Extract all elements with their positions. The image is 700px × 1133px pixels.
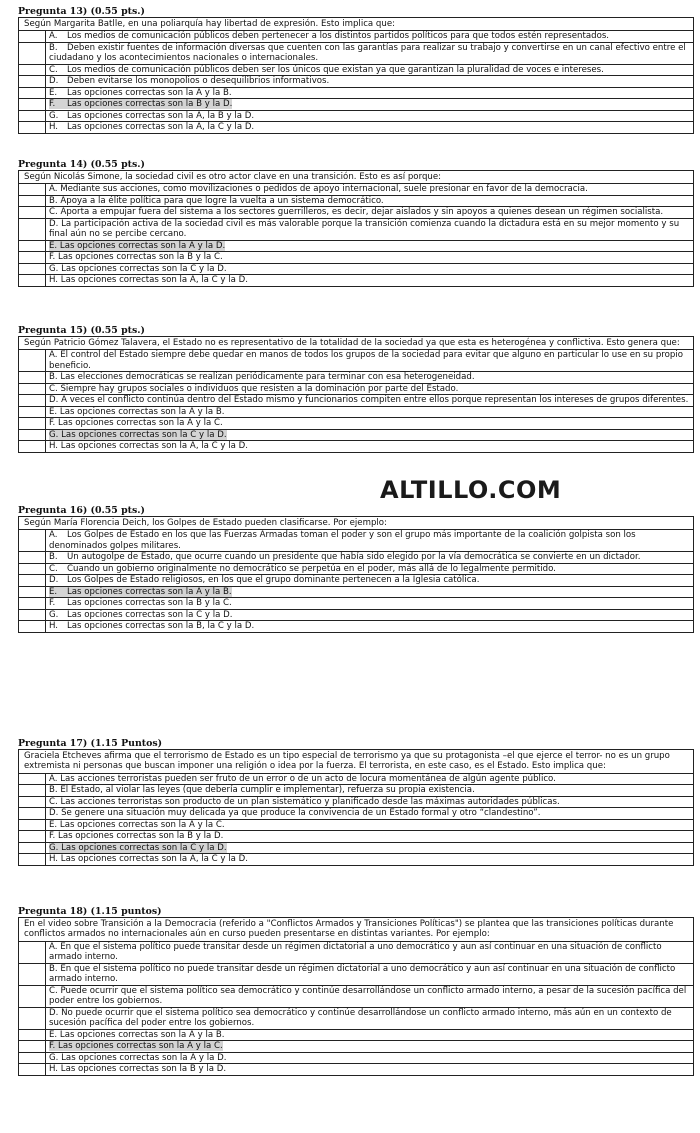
option-a xyxy=(19,31,693,41)
option-a xyxy=(19,184,693,194)
option-letter: D. xyxy=(49,76,59,87)
question-14 xyxy=(18,159,694,287)
option-f xyxy=(19,1040,693,1051)
highlighted-answer xyxy=(49,241,225,251)
highlighted-answer xyxy=(49,99,232,109)
option-e xyxy=(19,87,693,98)
option-e xyxy=(19,819,693,830)
options-list xyxy=(19,942,693,1075)
option-f xyxy=(19,417,693,428)
option-a xyxy=(19,774,693,784)
option-g xyxy=(19,263,693,274)
option-letter: D. xyxy=(49,395,59,406)
option-letter: C. xyxy=(49,64,58,75)
question-stem: Según Nicolás Simone, la sociedad civil es otro actor clave en una transición. Esto es así porque: xyxy=(19,171,693,184)
option-e xyxy=(19,586,693,597)
option-letter: F. xyxy=(49,252,56,263)
option-a xyxy=(19,350,693,371)
option-a xyxy=(19,530,693,551)
option-letter: E. xyxy=(49,586,58,597)
option-text: No puede ocurrir que el sistema político sea democrático y continúe desarrollándose un conflicto armado interno, más aún en un contexto de sucesión pacífica del poder entre los gobiernos. xyxy=(49,1007,672,1029)
option-text: Las opciones correctas son la A y la B. xyxy=(67,586,232,597)
question-title: Pregunta 16) (0.55 pts.) xyxy=(18,505,145,516)
option-d xyxy=(19,218,693,240)
option-h xyxy=(19,121,693,132)
option-text: Las opciones correctas son la B y la D. xyxy=(60,1064,227,1075)
option-letter: F. xyxy=(49,418,56,429)
option-e xyxy=(19,240,693,251)
option-letter: H. xyxy=(49,441,59,452)
option-letter: E. xyxy=(49,819,58,830)
option-letter: G. xyxy=(49,429,59,440)
question-title: Pregunta 15) (0.55 pts.) xyxy=(18,325,145,336)
option-b xyxy=(19,551,693,562)
question-stem: Según Margarita Batlle, en una poliarquía hay libertad de expresión. Esto implica que: xyxy=(19,18,693,31)
option-letter: E. xyxy=(49,406,58,417)
option-d xyxy=(19,574,693,585)
option-text: Las opciones correctas son la A y la C. xyxy=(58,418,223,429)
option-letter: A. xyxy=(49,184,58,195)
question-16 xyxy=(18,505,694,633)
option-text: El control del Estado siempre debe quedar en manos de todos los grupos de la sociedad para evitar que alguno en particular lo use en su propio beneficio. xyxy=(49,350,683,371)
options-list xyxy=(19,350,693,451)
option-text: Las opciones correctas son la A, la C y la D. xyxy=(67,122,255,133)
option-letter: H. xyxy=(49,621,59,632)
option-letter: A. xyxy=(49,941,58,952)
option-letter: C. xyxy=(49,383,58,394)
option-text: Las opciones correctas son la A, la C y la D. xyxy=(60,854,248,865)
option-b xyxy=(19,784,693,795)
option-text: Las elecciones democráticas se realizan periódicamente para terminar con esa heterogeneidad. xyxy=(60,372,475,383)
option-text: Las opciones correctas son la A, la C y la D. xyxy=(60,441,248,452)
option-h xyxy=(19,620,693,631)
option-letter: D. xyxy=(49,1007,59,1018)
option-text: Las opciones correctas son la C y la D. xyxy=(67,609,233,620)
option-text: Las opciones correctas son la C y la D. xyxy=(61,842,227,853)
option-f xyxy=(19,98,693,109)
option-h xyxy=(19,274,693,285)
question-title: Pregunta 13) (0.55 pts.) xyxy=(18,6,145,17)
option-letter: E. xyxy=(49,87,58,98)
option-letter: B. xyxy=(49,195,58,206)
option-c xyxy=(19,563,693,574)
option-d xyxy=(19,807,693,818)
option-text: Los Golpes de Estado religiosos, en los que el grupo dominante pertenecen a la Iglesia católica. xyxy=(67,575,480,586)
options-list xyxy=(19,184,693,285)
option-letter: G. xyxy=(49,110,59,121)
option-letter: A. xyxy=(49,530,58,541)
option-d xyxy=(19,394,693,405)
option-text: Las opciones correctas son la B y la C. xyxy=(58,252,223,263)
question-box xyxy=(18,336,694,453)
option-c xyxy=(19,985,693,1007)
option-g xyxy=(19,110,693,121)
question-title: Pregunta 14) (0.55 pts.) xyxy=(18,159,145,170)
option-letter: F. xyxy=(49,598,56,609)
option-text: Las opciones correctas son la C y la D. xyxy=(61,429,227,440)
option-text: Las opciones correctas son la A y la D. xyxy=(61,1052,227,1063)
option-text: Los medios de comunicación públicos deben pertenecer a los distintos partidos políticos para que todos estén representados. xyxy=(67,31,610,42)
option-letter: A. xyxy=(49,31,58,42)
option-text: Las acciones terroristas pueden ser fruto de un error o de un acto de locura momentánea de algún agente público. xyxy=(60,773,556,784)
option-text: Las opciones correctas son la A y la C. xyxy=(59,819,225,830)
option-f xyxy=(19,830,693,841)
options-list xyxy=(19,774,693,865)
question-stem: En el video sobre Transición a la Democracia (referido a "Conflictos Armados y Transiciones Políticas") se plantea que las transiciones políticas durante conflictos armados no internacionales aún en curso pueden presentarse en distintas variantes. Por ejemplo: xyxy=(19,918,693,942)
question-box xyxy=(18,749,694,866)
highlighted-answer xyxy=(49,587,232,597)
option-letter: G. xyxy=(49,842,59,853)
option-letter: F. xyxy=(49,831,56,842)
option-text: Las opciones correctas son la A y la B. xyxy=(67,87,232,98)
option-text: Las opciones correctas son la B y la D. xyxy=(67,99,233,110)
option-letter: C. xyxy=(49,563,58,574)
option-text: Siempre hay grupos sociales o individuos que resisten a la dominación por parte del Estado. xyxy=(60,383,459,394)
option-e xyxy=(19,406,693,417)
option-text: Las opciones correctas son la A, la B y la D. xyxy=(67,110,255,121)
option-d xyxy=(19,1007,693,1029)
question-17 xyxy=(18,738,694,866)
option-f xyxy=(19,251,693,262)
option-text: Las acciones terroristas son producto de un plan sistemático y planificado desde las máximas autoridades públicas. xyxy=(60,796,560,807)
option-c xyxy=(19,383,693,394)
option-letter: B. xyxy=(49,372,58,383)
option-text: Las opciones correctas son la C y la D. xyxy=(61,263,227,274)
option-text: Las opciones correctas son la A y la D. xyxy=(59,240,226,251)
option-c xyxy=(19,796,693,807)
option-letter: F. xyxy=(49,1041,56,1052)
option-letter: H. xyxy=(49,122,59,133)
option-letter: E. xyxy=(49,1029,58,1040)
question-stem: Según María Florencia Deich, los Golpes de Estado pueden clasificarse. Por ejemplo: xyxy=(19,517,693,530)
highlighted-answer xyxy=(49,430,227,440)
option-letter: G. xyxy=(49,263,59,274)
option-h xyxy=(19,853,693,864)
option-text: Mediante sus acciones, como movilizaciones o pedidos de apoyo internacional, suele presionar en favor de la democracia. xyxy=(60,184,588,195)
question-title: Pregunta 18) (1.15 puntos) xyxy=(18,906,162,917)
option-letter: B. xyxy=(49,785,58,796)
options-list xyxy=(19,31,693,132)
question-title: Pregunta 17) (1.15 Puntos) xyxy=(18,738,163,749)
option-letter: C. xyxy=(49,207,58,218)
option-e xyxy=(19,1029,693,1040)
option-text: Deben existir fuentes de información diversas que cuenten con las garantías para realizar su trabajo y convertirse en un canal efectivo entre el ciudadano y los acontecimientos nacionales o internacionales. xyxy=(49,42,686,64)
question-box xyxy=(18,17,694,134)
highlighted-answer xyxy=(49,843,227,853)
option-text: Apoya a la élite política para que logre la vuelta a un sistema democrático. xyxy=(60,195,384,206)
option-letter: E. xyxy=(49,240,58,251)
option-text: Las opciones correctas son la B y la C. xyxy=(67,598,232,609)
option-letter: D. xyxy=(49,808,59,819)
option-text: Las opciones correctas son la A y la B. xyxy=(59,406,225,417)
option-text: Las opciones correctas son la A, la C y la D. xyxy=(60,275,248,286)
option-letter: B. xyxy=(49,552,58,563)
option-b xyxy=(19,42,693,64)
option-text: El Estado, al violar las leyes (que debería cumplir e implementar), refuerza su propia existencia. xyxy=(60,785,475,796)
option-text: Los Golpes de Estado en los que las Fuerzas Armadas toman el poder y son el grupo más importante de la coalición golpista son los denominados golpes militares. xyxy=(49,530,636,551)
option-text: Puede ocurrir que el sistema político sea democrático y continúe desarrollándose un conflicto armado interno, a pesar de la sucesión pacífica del poder entre los gobiernos. xyxy=(49,985,687,1007)
option-g xyxy=(19,1052,693,1063)
option-text: Los medios de comunicación públicos deben ser los únicos que existan ya que garantizan la pluralidad de voces e intereses. xyxy=(67,64,604,75)
option-text: En que el sistema político puede transitar desde un régimen dictatorial a uno democrático y aun así continuar en una situación de conflicto armado interno. xyxy=(49,941,662,963)
option-text: A veces el conflicto continúa dentro del Estado mismo y funcionarios compiten entre ellos porque representan los intereses de grupos diferentes. xyxy=(61,395,689,406)
option-letter: H. xyxy=(49,854,59,865)
watermark-logo: ALTILLO.COM xyxy=(380,476,562,504)
question-stem: Según Patricio Gómez Talavera, el Estado no es representativo de la totalidad de la sociedad ya que esta es heterogénea y conflictiva. Esto genera que: xyxy=(19,337,693,350)
option-letter: A. xyxy=(49,350,58,361)
option-text: Las opciones correctas son la B, la C y la D. xyxy=(67,621,255,632)
option-g xyxy=(19,842,693,853)
option-d xyxy=(19,75,693,86)
option-letter: G. xyxy=(49,609,59,620)
question-box xyxy=(18,516,694,633)
option-a xyxy=(19,942,693,963)
option-text: En que el sistema político no puede transitar desde un régimen dictatorial a uno democrático y aun así continuar en una situación de conflicto armado interno. xyxy=(49,963,676,985)
highlighted-answer xyxy=(49,1041,223,1051)
option-text: Aporta a empujar fuera del sistema a los sectores guerrilleros, es decir, dejar aislados y sin apoyos a quienes desean un régimen socialista. xyxy=(60,207,664,218)
option-letter: H. xyxy=(49,275,59,286)
options-list xyxy=(19,530,693,631)
option-letter: G. xyxy=(49,1052,59,1063)
option-text: Deben evitarse los monopolios o desequilibrios informativos. xyxy=(67,76,330,87)
option-b xyxy=(19,963,693,985)
option-letter: C. xyxy=(49,985,58,996)
option-letter: F. xyxy=(49,99,56,110)
option-letter: H. xyxy=(49,1064,59,1075)
option-text: Las opciones correctas son la A y la B. xyxy=(59,1029,225,1040)
question-15 xyxy=(18,325,694,453)
question-box xyxy=(18,917,694,1076)
question-18 xyxy=(18,906,694,1076)
option-g xyxy=(19,429,693,440)
option-text: Las opciones correctas son la B y la D. xyxy=(58,831,224,842)
option-letter: D. xyxy=(49,218,59,229)
option-b xyxy=(19,371,693,382)
option-letter: A. xyxy=(49,773,58,784)
option-text: Un autogolpe de Estado, que ocurre cuando un presidente que había sido elegido por la vía democrática se convierte en un dictador. xyxy=(67,552,641,563)
option-b xyxy=(19,195,693,206)
option-letter: D. xyxy=(49,575,59,586)
option-text: La participación activa de la sociedad civil es más valorable porque la transición comienza cuando la dictadura está en su mejor momento y su final aún no se percibe cercano. xyxy=(49,218,680,240)
option-letter: C. xyxy=(49,796,58,807)
option-letter: B. xyxy=(49,42,58,53)
question-stem: Graciela Etcheves afirma que el terrorismo de Estado es un tipo especial de terrorismo ya que su protagonista –el que ejerce el terror- no es un grupo extremista ni personas que buscan imponer una religión o idea por la fuerza. El terrorista, en este caso, es el Estado. Esto implica que: xyxy=(19,750,693,774)
option-f xyxy=(19,597,693,608)
question-box xyxy=(18,170,694,287)
option-text: Se genere una situación muy delicada ya que produce la convivencia de un Estado formal y otro “clandestino”. xyxy=(61,808,541,819)
option-text: Cuando un gobierno originalmente no democrático se perpetúa en el poder, más allá de lo legalmente permitido. xyxy=(67,563,556,574)
option-h xyxy=(19,440,693,451)
option-text: Las opciones correctas son la A y la C. xyxy=(58,1041,223,1052)
option-g xyxy=(19,609,693,620)
question-13 xyxy=(18,6,694,134)
option-h xyxy=(19,1063,693,1074)
option-c xyxy=(19,64,693,75)
option-c xyxy=(19,206,693,217)
option-letter: B. xyxy=(49,963,58,974)
